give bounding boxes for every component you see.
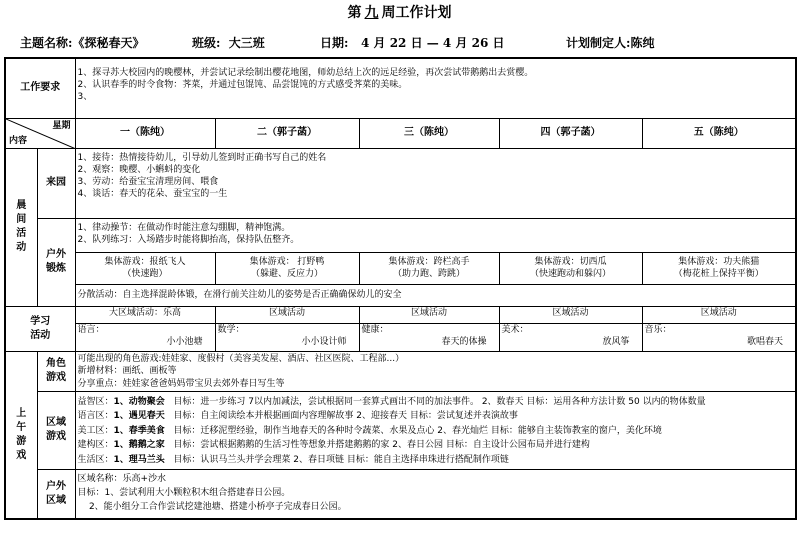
game-goal: （助力跑、跨跳） (392, 269, 465, 279)
game-name: 集体游戏：报纸飞人 (104, 257, 186, 267)
play-label-text: 上午游戏 (16, 407, 27, 461)
games-row (5, 252, 796, 284)
game-cell (215, 252, 359, 284)
area-activity: 1、春季美食 (113, 425, 165, 436)
subject-name: 健康： (361, 324, 389, 335)
subject-name: 音乐： (644, 324, 672, 335)
theme-label: 主题名称: (20, 36, 73, 50)
study-area: 大区域活动：乐高 (75, 306, 215, 323)
work-req-label: 工作要求 (5, 58, 75, 118)
class-value: 大三班 (228, 36, 265, 50)
play-label (5, 351, 37, 519)
area-game-row (5, 391, 796, 469)
area-game-label-text: 区域游戏 (46, 417, 66, 442)
date-field (320, 34, 505, 51)
outdoor-area-row (5, 469, 796, 519)
study-label-text: 学习活动 (30, 315, 51, 341)
work-req-content (75, 58, 796, 118)
role-play-row (5, 351, 796, 391)
subject-topic: 春天的体操 (441, 336, 487, 347)
plan-table (4, 57, 797, 520)
work-req-line: 2、认识春季的时令食物：荠菜，并通过包馄饨、品尝馄饨的方式感受荠菜的美味。 (77, 80, 408, 90)
subject-topic: 小小池塘 (166, 336, 203, 347)
work-req-line: 1、探寻苏大校园内的晚樱林，并尝试记录绘制出樱花地图，师幼总结上次的远足经验，再次尝试带鹅鹅出去赏樱。 (77, 68, 534, 78)
morning-label-text: 晨间活动 (16, 200, 27, 253)
week-content-header (5, 118, 75, 148)
subject-topic: 小小设计师 (301, 336, 347, 347)
study-subjects-row (5, 323, 796, 351)
area-zone: 益智区： (77, 396, 114, 407)
day-header: 四（郭子菡） (499, 118, 642, 148)
title-suffix: 周工作计划 (381, 5, 452, 21)
area-activity: 1、鹅鹅之家 (113, 440, 165, 450)
role-play-content (75, 351, 796, 391)
page-title (0, 2, 799, 22)
arrival-content (75, 148, 796, 218)
study-areas-row (5, 306, 796, 323)
subject-cell (215, 323, 359, 351)
planner-value: 陈纯 (630, 36, 655, 50)
study-area: 区域活动 (642, 306, 796, 323)
area-zone: 生活区： (77, 454, 114, 465)
date-value: 4 月 22 日 — 4 月 26 日 (360, 36, 505, 50)
game-name: 集体游戏： 打野鸭 (249, 257, 325, 267)
area-goal: 目标：进一步练习 7以内加减法，尝试根据同一套算式画出不同的加法事件。 2、数春天 目标：运用各种方法计数 50 以内的物体数量 (173, 396, 706, 407)
role-play-line: 分享重点：娃娃家爸爸妈妈带宝贝去郊外春日写生等 (77, 378, 285, 389)
planner-field (566, 34, 654, 51)
theme-value: 《探秘春天》 (72, 36, 145, 50)
area-game-entry (78, 424, 794, 439)
subject-name: 数学： (217, 324, 245, 335)
subject-name: 美术： (501, 324, 529, 335)
game-cell (642, 252, 796, 284)
day-header: 二（郭子菡） (215, 118, 359, 148)
outdoor-area-label (37, 469, 75, 519)
theme-field (20, 34, 144, 51)
area-game-label (37, 391, 75, 469)
day-header: 五（陈纯） (642, 118, 796, 148)
subject-topic: 放风筝 (602, 336, 630, 347)
area-goal: 目标：迁移泥塑经验，制作当地春天的各种时令蔬菜、水果及点心 2、春光灿烂 目标：能够自主装饰教室的窗户，美化环境 (173, 425, 662, 436)
role-play-label (37, 351, 75, 391)
morning-label (5, 148, 37, 306)
game-goal: （梅花桩上保持平衡） (673, 269, 764, 279)
work-req-row (5, 58, 796, 118)
area-activity: 1、动物聚会 (113, 396, 165, 407)
study-area: 区域活动 (499, 306, 642, 323)
dispersed-content: 分散活动：自主选择混龄体锻，在滑行前关注幼儿的姿势是否正确确保幼儿的安全 (75, 284, 796, 306)
arrival-line: 3、劳动：给蚕宝宝清理房间、喂食 (77, 176, 219, 187)
content-label: 内容 (9, 135, 28, 146)
area-game-entry (78, 395, 794, 410)
area-game-entry (78, 438, 794, 453)
area-zone: 美工区： (77, 425, 114, 436)
area-activity: 1、遇见春天 (113, 411, 165, 421)
subject-name: 语言： (77, 324, 105, 335)
day-header: 一（陈纯） (75, 118, 215, 148)
subject-cell (359, 323, 499, 351)
area-activity: 1、理马兰头 (113, 454, 165, 465)
role-play-line: 可能出现的角色游戏:娃娃家、度假村（美容美发屋、酒店、社区医院、工程部...） (77, 353, 405, 364)
arrival-line: 4、谈话：春天的花朵、蚕宝宝的一生 (77, 188, 228, 199)
subject-cell (75, 323, 215, 351)
week-number: 九 (364, 5, 379, 21)
outdoor-area-line: 2、能小组分工合作尝试挖建池塘、搭建小桥亭子完成春日公园。 (77, 501, 347, 512)
game-name: 集体游戏：跨栏高手 (388, 257, 470, 267)
area-goal: 目标：尝试根据鹅鹅的生活习性等想象并搭建鹅鹅的家 2、春日公园 目标：自主设计公园布局并进行建构 (173, 440, 590, 450)
day-header: 三（陈纯） (359, 118, 499, 148)
drill-row (5, 218, 796, 252)
outdoor-exercise-label-text: 户外锻炼 (46, 249, 66, 274)
study-area: 区域活动 (359, 306, 499, 323)
area-zone: 语言区： (77, 411, 114, 421)
class-field (192, 34, 265, 51)
game-cell (499, 252, 642, 284)
week-label: 星期 (52, 120, 71, 131)
game-cell (359, 252, 499, 284)
study-area: 区域活动 (215, 306, 359, 323)
area-game-content (75, 391, 796, 469)
arrival-line: 2、观察：晚樱、小蝌蚪的变化 (77, 164, 201, 175)
game-name: 集体游戏：功夫熊猫 (678, 257, 760, 267)
role-play-line: 新增材料：画纸、画板等 (77, 366, 177, 376)
study-label (5, 306, 75, 351)
day-header-row (5, 118, 796, 148)
work-req-line: 3、 (77, 92, 93, 102)
class-label: 班级: (192, 36, 221, 50)
area-goal: 目标：自主阅读绘本并根据画面内容理解故事 2、迎接春天 目标：尝试复述并表演故事 (173, 411, 518, 421)
game-name: 集体游戏：切西瓜 (534, 257, 607, 267)
planner-label: 计划制定人: (566, 36, 631, 50)
drill-line: 1、律动操节：在做动作时能注意勾绷脚，精神饱满。 (77, 222, 291, 233)
outdoor-area-content (75, 469, 796, 519)
drill-line: 2、队列练习：入场踏步时能将脚抬高，保持队伍整齐。 (77, 234, 300, 245)
dispersed-row (5, 284, 796, 306)
area-goal: 目标：认识马兰头并学会理菜 2、春日项链 目标：能自主选择串珠进行搭配制作项链 (173, 454, 509, 465)
subject-cell (642, 323, 796, 351)
game-goal: （躲避、反应力） (250, 269, 323, 279)
game-goal: （快速跑） (122, 269, 168, 279)
outdoor-area-line: 区域名称：乐高+沙水 (77, 473, 167, 484)
outdoor-exercise-label (37, 218, 75, 306)
game-cell (75, 252, 215, 284)
area-zone: 建构区： (77, 440, 114, 450)
role-play-label-text: 角色游戏 (46, 358, 66, 383)
arrival-row (5, 148, 796, 218)
game-goal: （快速跑动和躲闪） (529, 269, 611, 279)
drill-content (75, 218, 796, 252)
outdoor-area-label-text: 户外区域 (46, 480, 66, 506)
arrival-line: 1、接待：热情接待幼儿，引导幼儿签到时正确书写自己的姓名 (77, 152, 327, 163)
subject-topic: 歌唱春天 (747, 336, 784, 347)
title-prefix: 第 (347, 5, 362, 21)
date-label: 日期: (320, 36, 349, 50)
area-game-entry (78, 409, 794, 424)
arrival-label: 来园 (37, 148, 75, 218)
outdoor-area-line: 目标：1、尝试利用大小颗粒积木组合搭建春日公园。 (77, 487, 291, 498)
area-game-entry (78, 453, 794, 468)
subject-cell (499, 323, 642, 351)
